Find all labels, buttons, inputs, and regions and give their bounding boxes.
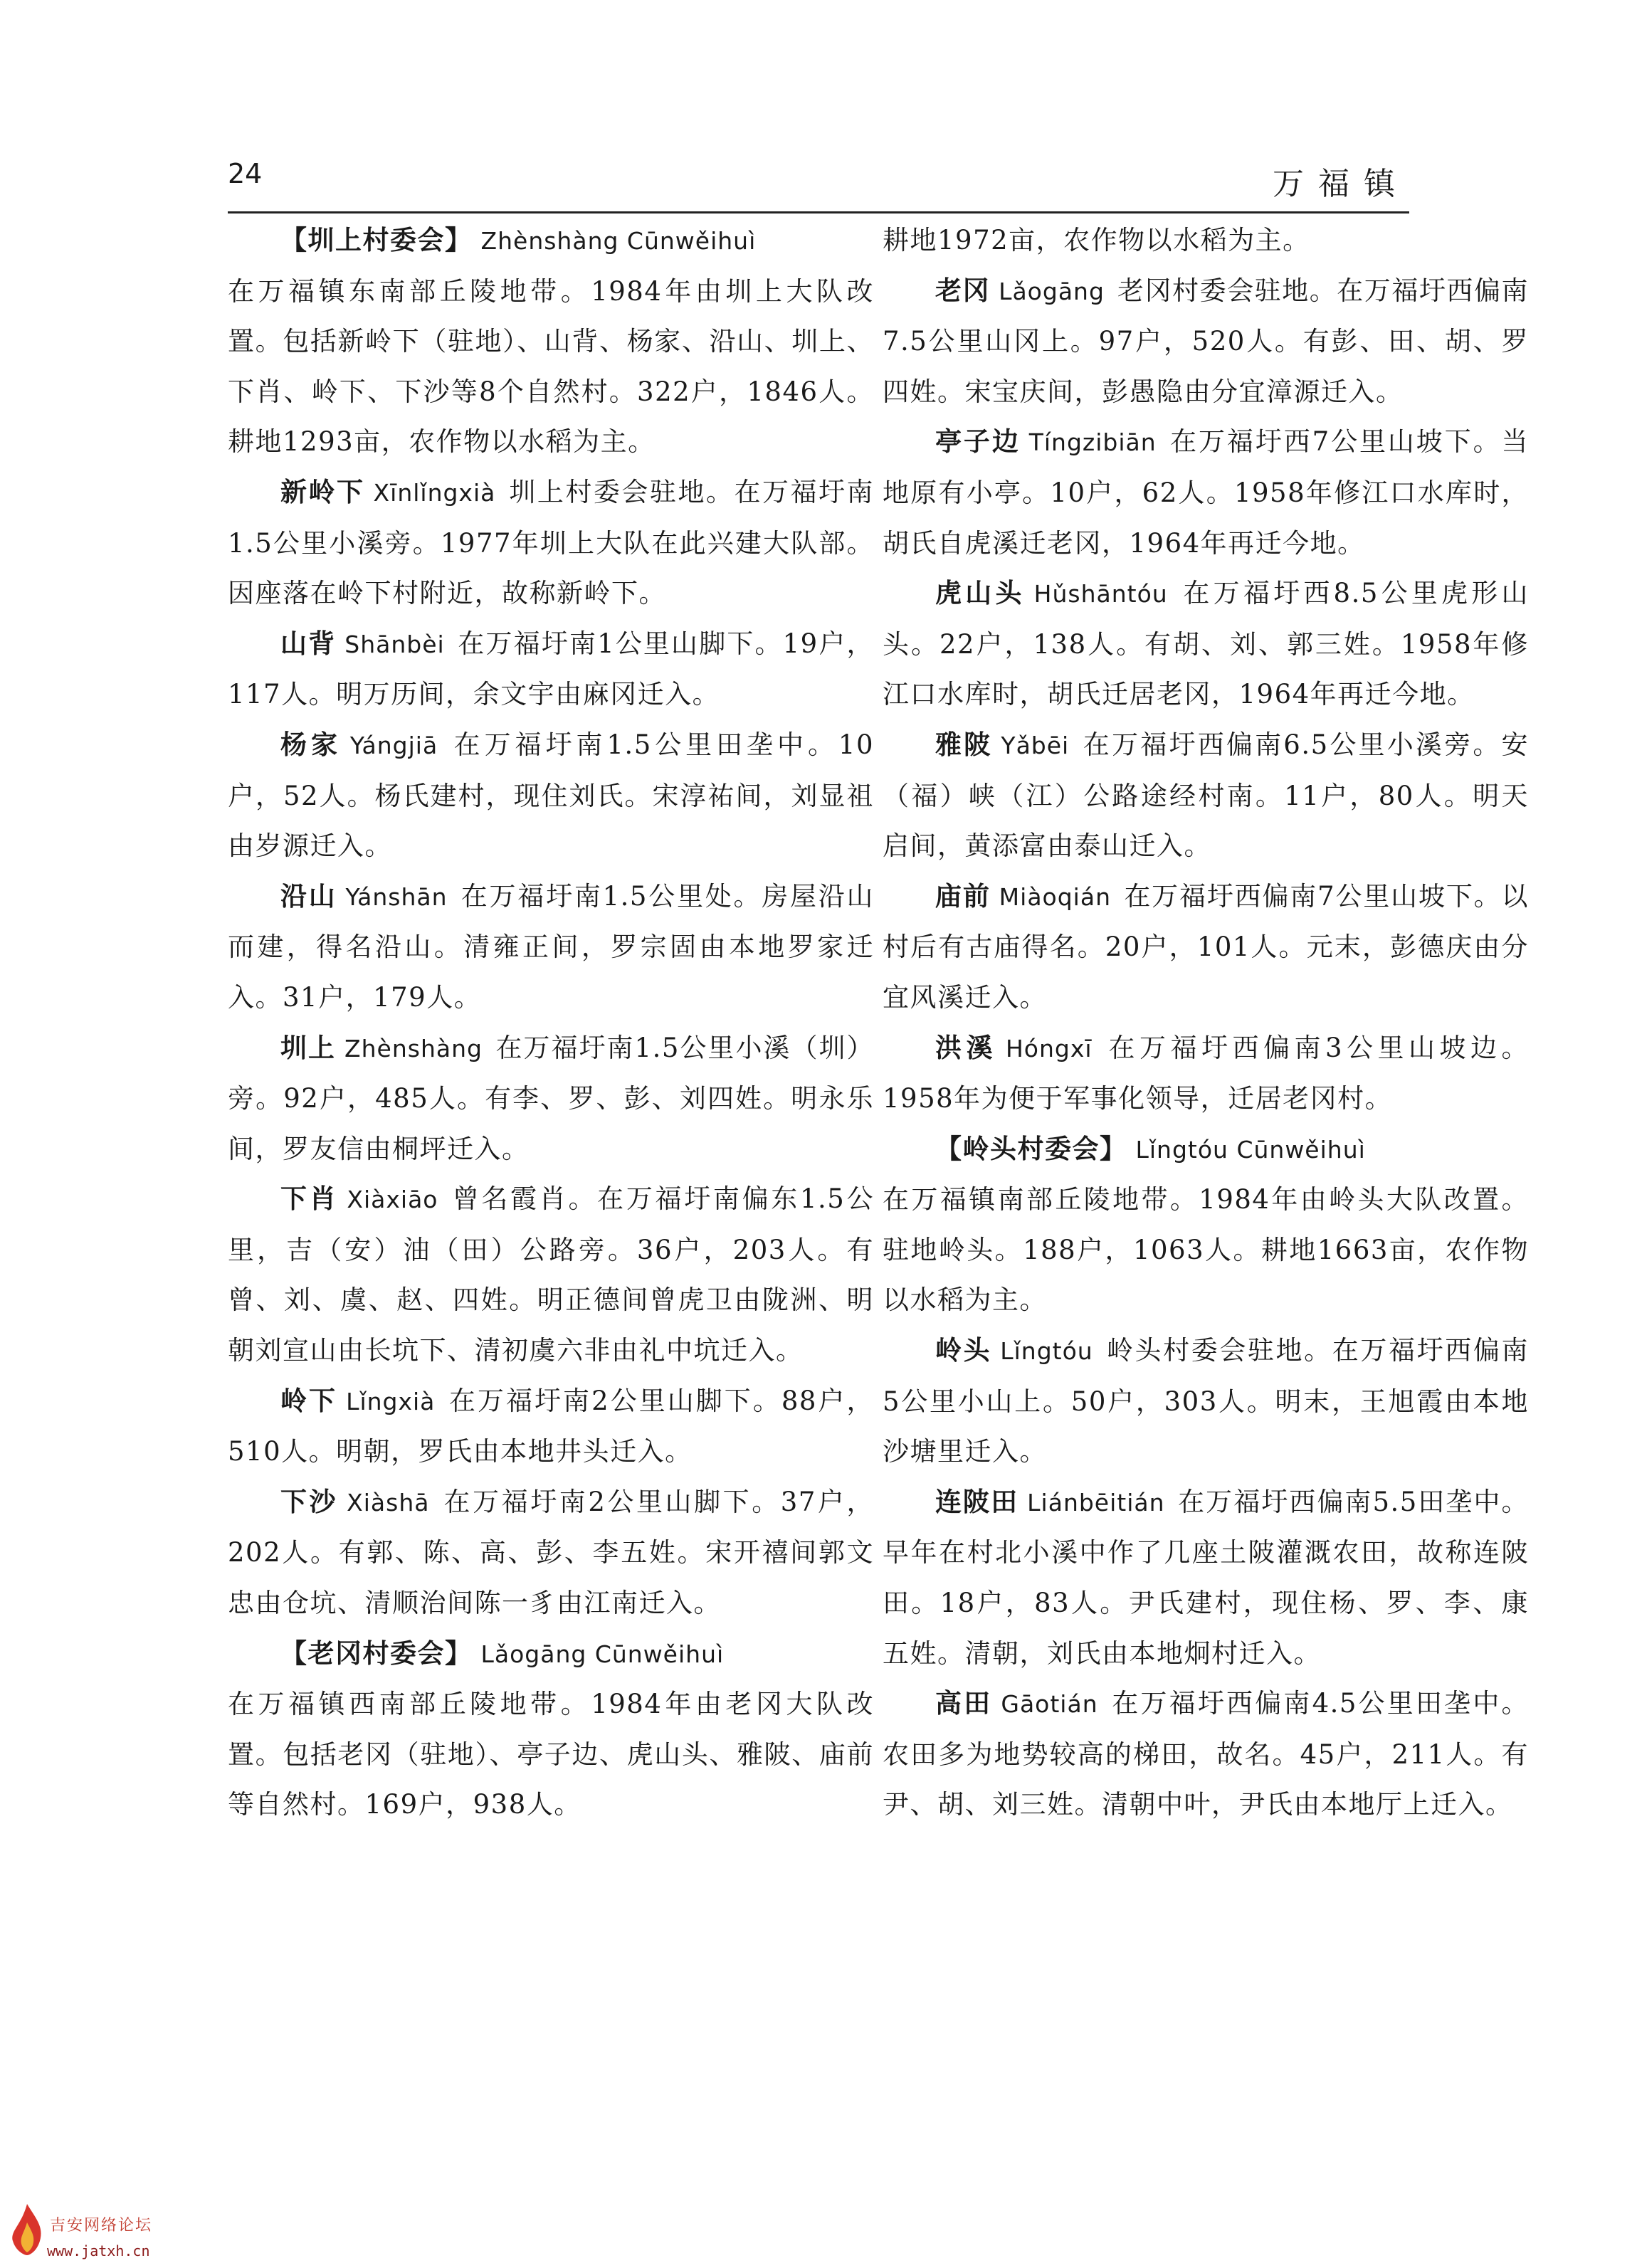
entry — [883, 1326, 1529, 1477]
entry-text: 曾名霞肖。在万福圩南偏东1.5公里，吉（安）油（田）公路旁。36户，203人。有曾、刘、虞、赵、四姓。明正德间曾虎卫由陇洲、明朝刘宣山由长坑下、清初虞六非由礼中坑迁入。 — [228, 1183, 875, 1366]
entry-text: 在万福圩西偏南7公里山坡下。以村后有古庙得名。20户，101人。元末，彭德庆由分宜风溪迁入。 — [883, 880, 1530, 1013]
entry-pinyin: Yǎbēi — [1001, 731, 1070, 759]
entry-text: 在万福圩南2公里山脚下。88户，510人。明朝，罗氏由本地井头迁入。 — [228, 1385, 874, 1467]
entry-text: 在万福圩南1公里山脚下。19户，117人。明万历间，余文宇由麻冈迁入。 — [228, 628, 875, 710]
entry — [228, 720, 874, 872]
entry-text: 耕地1972亩，农作物以水稻为主。 — [883, 225, 1310, 255]
entry-text: 在万福圩西7公里山坡下。当地原有小亭。10户，62人。1958年修江口水库时，胡氏自虎溪迁老冈，1964年再迁今地。 — [883, 426, 1530, 559]
entry-headword: 虎山头 — [935, 578, 1026, 609]
entry — [883, 720, 1529, 872]
entry-headword: 新岭下 — [280, 476, 365, 507]
entry — [228, 1023, 874, 1175]
entry — [228, 468, 874, 619]
entry-headword: 雅陂 — [935, 729, 993, 760]
entry-headword: 亭子边 — [935, 426, 1021, 458]
left-column — [228, 216, 874, 1830]
entry — [883, 1477, 1529, 1679]
entry-pinyin: Liánbēitián — [1027, 1488, 1165, 1517]
entry-pinyin: Yánshān — [345, 882, 448, 911]
entry — [883, 569, 1529, 720]
entry-pinyin: Xiàshā — [347, 1488, 430, 1517]
entry-headword: 连陂田 — [935, 1486, 1019, 1517]
entry-text: 老冈村委会驻地。在万福圩西偏南7.5公里山冈上。97户，520人。有彭、田、胡、罗四姓。宋宝庆间，彭愚隐由分宜漳源迁入。 — [883, 275, 1529, 407]
right-column — [883, 216, 1529, 1830]
entry-headword: 洪溪 — [935, 1032, 997, 1063]
entry-pinyin: Zhènshàng — [344, 1034, 483, 1062]
entry — [228, 1174, 874, 1376]
entry — [228, 1679, 874, 1830]
entry-text: 在万福圩南1.5公里处。房屋沿山而建，得名沿山。清雍正间，罗宗固由本地罗家迁入。31户，179人。 — [228, 880, 875, 1013]
entry — [228, 1477, 874, 1629]
entry-text: 在万福圩西偏南4.5公里田垄中。农田多为地势较高的梯田，故名。45户，211人。有尹、胡、刘三姓。清朝中叶，尹氏由本地厅上迁入。 — [883, 1688, 1530, 1820]
entry-text: 在万福圩西偏南5.5田垄中。早年在村北小溪中作了几座土陂灌溉农田，故称连陂田。18户，83人。尹氏建村，现住杨、罗、李、康五姓。清朝，刘氏由本地炯村迁入。 — [883, 1486, 1530, 1669]
entry-pinyin: Hóngxī — [1005, 1034, 1093, 1062]
running-title: 万福镇 — [1273, 166, 1409, 202]
entry-pinyin: Xīnlǐngxià — [373, 478, 496, 507]
entry-text: 圳上村委会驻地。在万福圩南1.5公里小溪旁。1977年圳上大队在此兴建大队部。因座落在岭下村附近，故称新岭下。 — [228, 476, 875, 609]
entry-headword: 庙前 — [935, 880, 991, 912]
watermark-url: www.jatxh.cn — [47, 2242, 150, 2259]
entry — [883, 216, 1529, 266]
entry-headword: 老冈 — [935, 275, 991, 306]
entry-text: 在万福圩西8.5公里虎形山头。22户，138人。有胡、刘、郭三姓。1958年修江口水库时，胡氏迁居老冈，1964年再迁今地。 — [883, 578, 1530, 710]
entry-pinyin: Hǔshāntóu — [1033, 580, 1168, 608]
entry-text: 在万福圩西偏南3公里山坡边。1958年为便于军事化领导，迁居老冈村。 — [883, 1032, 1529, 1114]
entry — [228, 619, 874, 720]
entry — [228, 216, 874, 267]
entry — [883, 1679, 1529, 1830]
entry-pinyin: Xiàxiāo — [347, 1186, 438, 1214]
entry — [883, 1124, 1529, 1176]
entry — [228, 1376, 874, 1477]
entry-pinyin: Yángjiā — [349, 731, 438, 759]
entry-headword: 山背 — [280, 628, 337, 659]
page-header — [228, 158, 1409, 208]
entry-pinyin: Lǎogāng — [999, 277, 1105, 305]
site-watermark — [0, 2197, 214, 2268]
header-rule — [228, 211, 1409, 213]
entry-text: 在万福圩南2公里山脚下。37户，202人。有郭、陈、高、彭、李五姓。宋开禧间郭文忠由仓坑、清顺治间陈一豸由江南迁入。 — [228, 1486, 874, 1619]
flame-logo-icon — [6, 2201, 48, 2258]
entry-headword: 高田 — [935, 1688, 993, 1719]
entry — [883, 266, 1529, 418]
entry — [883, 1175, 1529, 1326]
entry — [228, 872, 874, 1023]
entry-headword: 沿山 — [280, 880, 337, 912]
entry — [228, 267, 874, 468]
entry-pinyin: Gāotián — [1001, 1690, 1098, 1719]
watermark-name: 吉安网络论坛 — [50, 2217, 153, 2235]
entry-headword: 【老冈村委会】 — [280, 1637, 473, 1669]
entry-text: 在万福镇东南部丘陵地带。1984年由圳上大队改置。包括新岭下（驻地）、山背、杨家、沿山、圳上、下肖、岭下、下沙等8个自然村。322户，1846人。耕地1293亩，农作物以水稻为主。 — [228, 275, 874, 458]
entry-pinyin: Miàoqián — [999, 882, 1111, 911]
entry-headword: 岭下 — [280, 1385, 338, 1416]
entry-headword: 岭头 — [935, 1335, 992, 1366]
entry-headword: 下肖 — [280, 1183, 339, 1215]
entry-headword: 圳上 — [280, 1032, 337, 1063]
entry-headword: 下沙 — [280, 1486, 339, 1517]
entry-text: 在万福镇西南部丘陵地带。1984年由老冈大队改置。包括老冈（驻地）、亭子边、虎山头、雅陂、庙前等自然村。169户，938人。 — [228, 1689, 874, 1820]
entry-pinyin: Lǐngtóu Cūnwěihuì — [1135, 1135, 1366, 1164]
entry-pinyin: Shānbèi — [344, 630, 445, 658]
entry-headword: 【圳上村委会】 — [280, 225, 473, 255]
entry-pinyin: Zhènshàng Cūnwěihuì — [480, 227, 757, 255]
entry-text: 在万福圩南1.5公里田垄中。10户，52人。杨氏建村，现住刘氏。宋淳祐间，刘显祖由岁源迁入。 — [228, 729, 874, 862]
entry — [883, 1023, 1529, 1124]
entry-text: 岭头村委会驻地。在万福圩西偏南5公里小山上。50户，303人。明末，王旭霞由本地沙塘里迁入。 — [883, 1335, 1530, 1467]
entry-pinyin: Tíngzibiān — [1028, 428, 1157, 457]
entry-pinyin: Lǎogāng Cūnwěihuì — [480, 1640, 725, 1668]
page-number: 24 — [228, 158, 263, 189]
entry-text: 在万福镇南部丘陵地带。1984年由岭头大队改置。驻地岭头。188户，1063人。耕地1663亩，农作物以水稻为主。 — [883, 1184, 1529, 1316]
entry-text: 在万福圩南1.5公里小溪（圳）旁。92户，485人。有李、罗、彭、刘四姓。明永乐间，罗友信由桐坪迁入。 — [228, 1032, 874, 1164]
entry-headword: 杨家 — [280, 729, 342, 760]
entry-text: 在万福圩西偏南6.5公里小溪旁。安（福）峡（江）公路途经村南。11户，80人。明天启间，黄添富由泰山迁入。 — [883, 729, 1530, 862]
entry — [883, 417, 1529, 569]
entry-headword: 【岭头村委会】 — [935, 1133, 1127, 1164]
entry — [228, 1629, 874, 1680]
entry-pinyin: Lǐngtóu — [1000, 1337, 1093, 1366]
entry-pinyin: Lǐngxià — [346, 1387, 436, 1415]
entry — [883, 872, 1529, 1023]
